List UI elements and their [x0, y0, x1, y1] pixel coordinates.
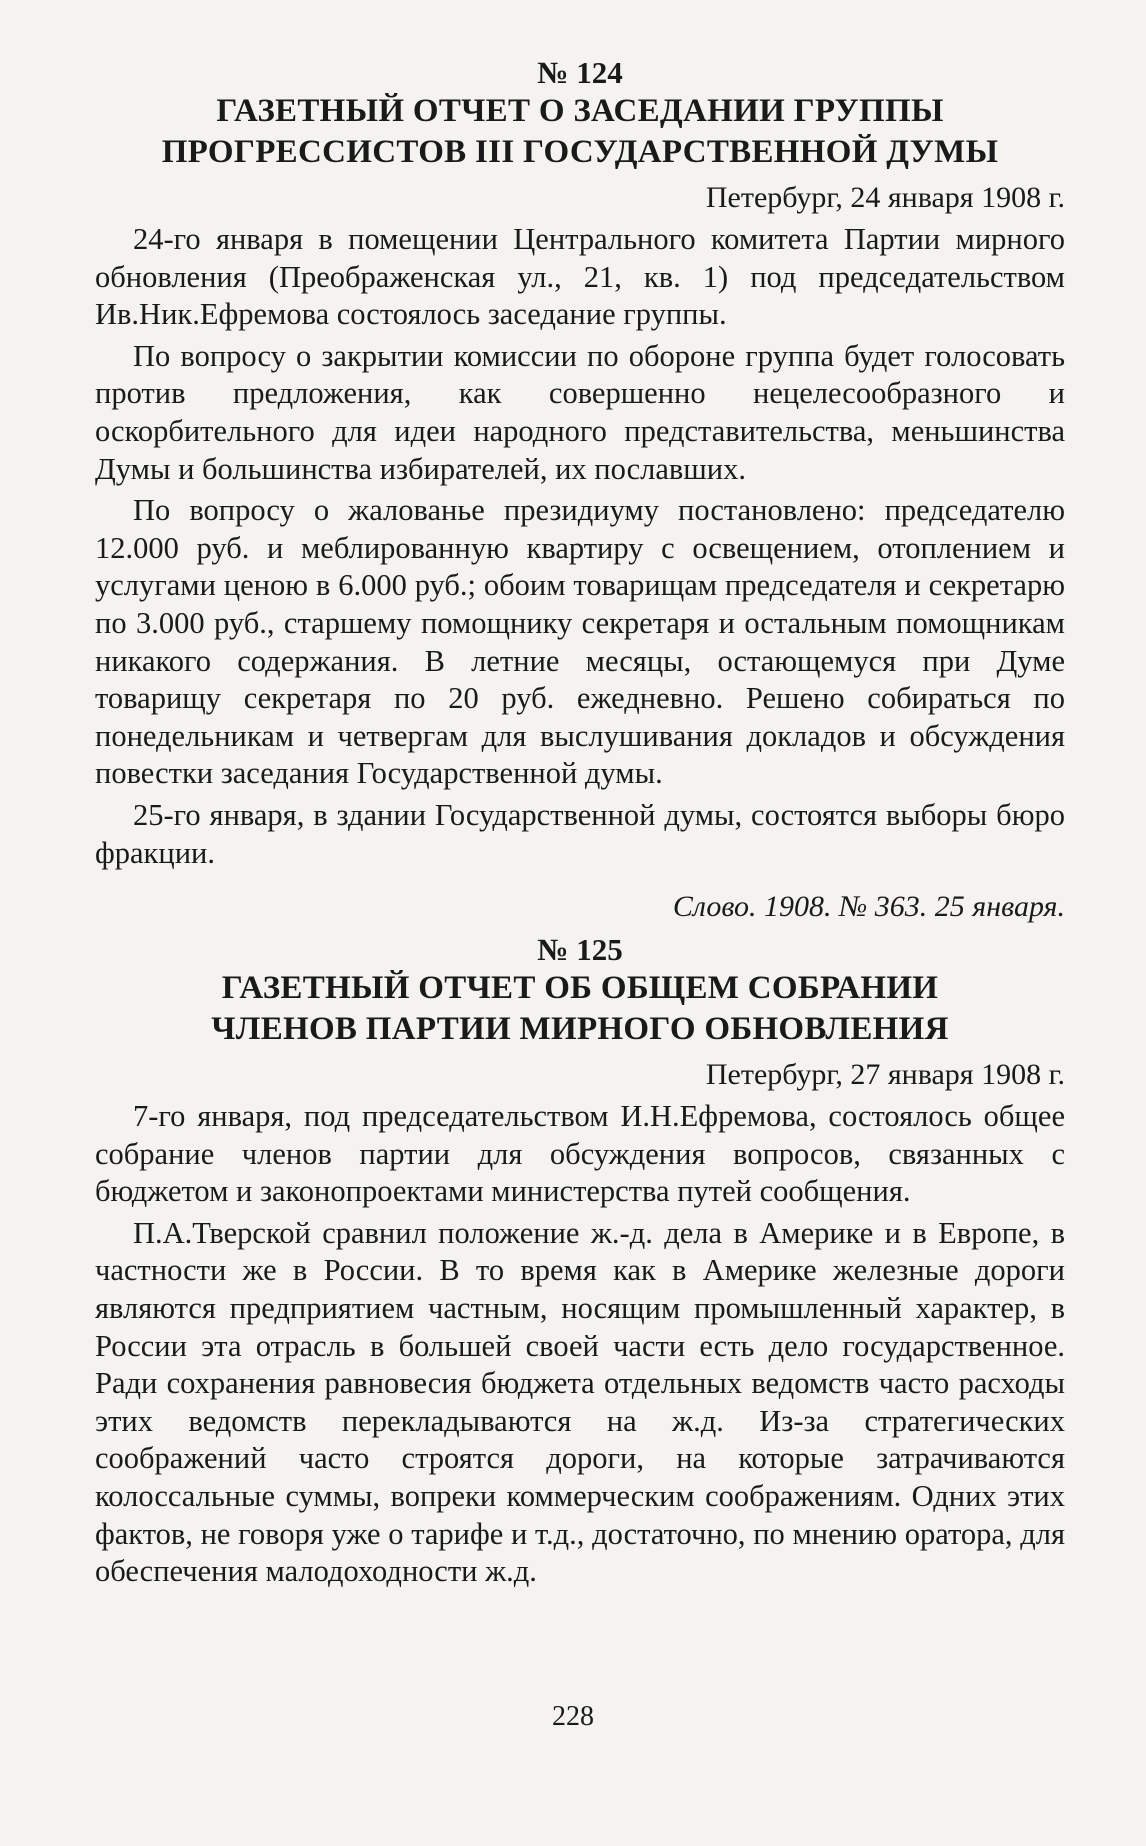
page-number: 228 — [552, 1701, 594, 1732]
title-line: ЧЛЕНОВ ПАРТИИ МИРНОГО ОБНОВЛЕНИЯ — [211, 1011, 949, 1048]
paragraph: 24-го января в помещении Центрального комитета Партии мирного обновления (Преображенская ул., 21, кв. 1) под председательством Ив.Ник.Ефремова состоялось заседание группы. — [95, 222, 1065, 332]
title-line: ГАЗЕТНЫЙ ОТЧЕТ ОБ ОБЩЕМ СОБРАНИИ — [221, 970, 939, 1007]
source-citation: Слово. 1908. № 363. 25 января. — [672, 890, 1065, 924]
document-title — [95, 91, 1065, 173]
document-page — [95, 55, 1065, 1595]
document-number: № 124 — [537, 55, 623, 90]
document-125 — [95, 932, 1065, 1591]
paragraph: По вопросу о закрытии комиссии по обороне группа будет голосовать против предложения, как совершенно нецелесообразного и оскорбительного для идеи народного представительства, меньшинства Думы и большинства избирателей, их пославших. — [95, 338, 1065, 486]
paragraph: 7-го января, под председательством И.Н.Ефремова, состоялось общее собрание членов партии для обсуждения вопросов, связанных с бюджетом и законопроектами министерства путей сообщения. — [95, 1099, 1065, 1209]
paragraph: 25-го января, в здании Государственной думы, состоятся выборы бюро фракции. — [95, 797, 1065, 870]
paragraph: По вопросу о жалованье президиуму постановлено: председателю 12.000 руб. и меблированную квартиру с освещением, отоплением и услугами ценою в 6.000 руб.; обоим товарищам председателя и секретарю по 3.000 руб., старшему помощнику секретаря и остальным помощникам никакого содержания. В летние месяцы, остающемуся при Думе товарищу секретаря по 20 руб. ежедневно. Решено собираться по понедельникам и четвергам для выслушивания докладов и обсуждения повестки заседания Государственной думы. — [95, 493, 1065, 791]
document-number: № 125 — [537, 932, 623, 968]
document-124 — [95, 55, 1065, 926]
paragraph: П.А.Тверской сравнил положение ж.-д. дела в Америке и в Европе, в частности же в России. В то время как в Америке железные дороги являются предприятием частным, носящим промышленный характер, в России эта отрасль в большей своей части есть дело государственное. Ради сохранения равновесия бюджета отдельных ведомств часто расходы этих ведомств перекладываются на ж.д. Из-за стратегических соображений часто строятся дороги, на которые затрачиваются колоссальные суммы, вопреки коммерческим соображениям. Одних этих фактов, не говоря уже о тарифе и т.д., достаточно, по мнению оратора, для обеспечения малодоходности ж.д. — [95, 1215, 1065, 1589]
place-date: Петербург, 27 января 1908 г. — [705, 1058, 1065, 1092]
place-date: Петербург, 24 января 1908 г. — [705, 181, 1065, 214]
title-line: ГАЗЕТНЫЙ ОТЧЕТ О ЗАСЕДАНИИ ГРУППЫ — [216, 93, 944, 129]
document-title — [95, 968, 1065, 1050]
title-line: ПРОГРЕССИСТОВ III ГОСУДАРСТВЕННОЙ ДУМЫ — [161, 134, 999, 170]
